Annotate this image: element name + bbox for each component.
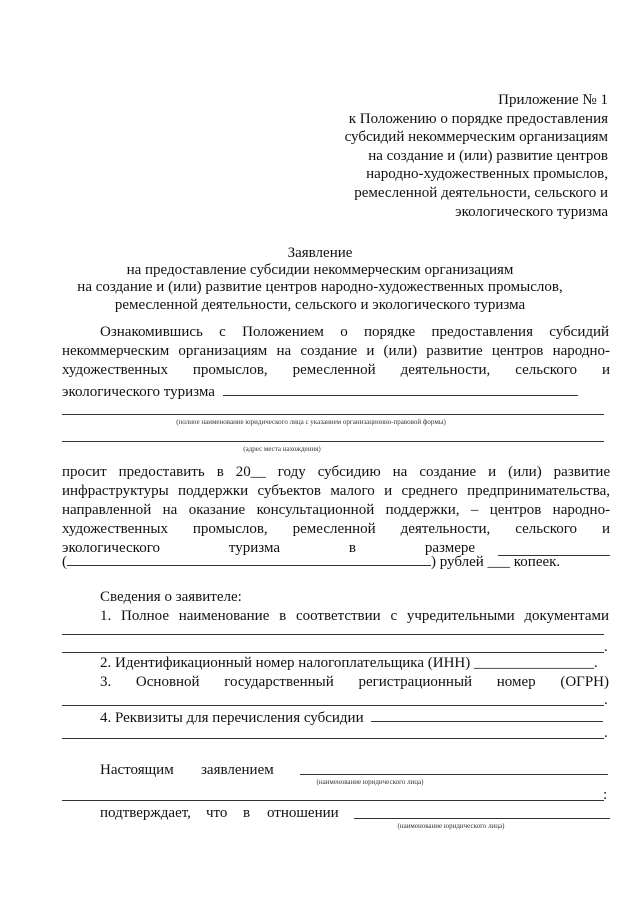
word: учредительными bbox=[406, 608, 515, 624]
document-title bbox=[32, 245, 608, 314]
amount-words-field[interactable] bbox=[67, 551, 431, 566]
word: художественных bbox=[62, 362, 168, 378]
request-line-4 bbox=[62, 521, 610, 538]
word: и bbox=[602, 521, 611, 537]
address-line[interactable] bbox=[62, 441, 604, 442]
statement-word: подтверждает, bbox=[100, 805, 191, 821]
applicant-item-4 bbox=[100, 707, 603, 727]
intro-line-2 bbox=[62, 343, 610, 360]
word: оказание bbox=[188, 502, 246, 518]
word: на bbox=[392, 464, 408, 480]
amount-open-paren: ( bbox=[62, 554, 67, 570]
word: организациям bbox=[178, 343, 268, 359]
word: на bbox=[162, 502, 178, 518]
word: номер bbox=[496, 674, 536, 690]
appendix-line: на создание и (или) развитие центров bbox=[368, 147, 608, 164]
legal-entity-caption-1: (наименование юридического лица) bbox=[316, 778, 424, 786]
applicant-heading: Сведения о заявителе: bbox=[100, 589, 242, 605]
word: сельского bbox=[515, 362, 578, 378]
word: году bbox=[277, 464, 306, 480]
legal-entity-caption-2: (наименование юридического лица) bbox=[397, 822, 505, 830]
word: и bbox=[488, 464, 497, 480]
legal-entity-line-1[interactable] bbox=[300, 774, 608, 775]
word: порядке bbox=[364, 324, 416, 340]
title-line: на создание и (или) развитие центров народно-художественных промыслов, bbox=[77, 279, 563, 296]
word: экологического bbox=[62, 540, 160, 556]
word: ремесленной bbox=[292, 362, 376, 378]
word: предоставления bbox=[431, 324, 533, 340]
word: регистрационный bbox=[358, 674, 473, 690]
word: консультационной bbox=[256, 502, 375, 518]
word: и bbox=[366, 343, 375, 359]
word: среднего bbox=[401, 483, 458, 499]
word: ремесленной bbox=[292, 521, 376, 537]
word: 3. Основной bbox=[100, 674, 200, 690]
word: наименование bbox=[178, 608, 270, 624]
intro-line-1 bbox=[100, 324, 609, 341]
word: создание bbox=[419, 464, 477, 480]
org-name-field[interactable] bbox=[223, 381, 578, 396]
word: создание bbox=[300, 343, 358, 359]
statement-word: Настоящим bbox=[100, 762, 174, 778]
word: с bbox=[390, 608, 398, 624]
word: деятельности, bbox=[400, 362, 491, 378]
word: просит bbox=[62, 464, 107, 480]
word: сельского bbox=[515, 521, 578, 537]
word: направленной bbox=[62, 502, 152, 518]
word: малого bbox=[330, 483, 375, 499]
word: размере bbox=[424, 540, 476, 556]
title-heading: Заявление bbox=[287, 245, 353, 261]
inn-field[interactable]: 2. Идентификационный номер налогоплательщика (ИНН) ________________. bbox=[100, 655, 598, 671]
word: Ознакомившись bbox=[100, 324, 203, 340]
word: инфраструктуры bbox=[62, 483, 169, 499]
word: развитие bbox=[553, 464, 611, 480]
title-line: ремесленной деятельности, сельского и экологического туризма bbox=[114, 296, 526, 313]
appendix-number: Приложение № 1 bbox=[498, 92, 608, 108]
word: промыслов, bbox=[192, 521, 268, 537]
colon-mark: : bbox=[603, 787, 608, 803]
bank-details-field[interactable] bbox=[371, 707, 603, 722]
applicant-item-3 bbox=[100, 674, 609, 691]
word: некоммерческим bbox=[62, 343, 170, 359]
word: о bbox=[340, 324, 348, 340]
appendix-header bbox=[345, 91, 608, 221]
word: поддержки, bbox=[385, 502, 460, 518]
word: субъектов bbox=[257, 483, 322, 499]
word: государственный bbox=[224, 674, 334, 690]
word: на bbox=[276, 343, 292, 359]
statement-word: что bbox=[206, 805, 228, 821]
word: с bbox=[219, 324, 226, 340]
word: народно- bbox=[552, 343, 610, 359]
statement-word: заявлением bbox=[201, 762, 274, 778]
title-line: на предоставление субсидии некоммерческим организациям bbox=[126, 262, 514, 279]
word: в bbox=[279, 608, 287, 624]
word: поддержки bbox=[178, 483, 249, 499]
request-line-3 bbox=[62, 502, 610, 519]
statement-word: отношении bbox=[267, 805, 339, 821]
word: туризма bbox=[228, 540, 280, 556]
word: и bbox=[602, 362, 611, 378]
word: субсидию bbox=[317, 464, 381, 480]
word: 20__ bbox=[235, 464, 266, 480]
word: субсидий bbox=[549, 324, 610, 340]
ogrn-line[interactable] bbox=[62, 705, 604, 706]
request-line-6 bbox=[62, 551, 560, 571]
word: (ОГРН) bbox=[560, 674, 610, 690]
period-mark: . bbox=[604, 692, 608, 708]
word: соответствии bbox=[295, 608, 381, 624]
bank-details-label: 4. Реквизиты для перечисления субсидии bbox=[100, 710, 364, 726]
word: (или) bbox=[508, 464, 542, 480]
word: художественных bbox=[62, 521, 168, 537]
word: – bbox=[470, 502, 479, 518]
word: предоставить bbox=[118, 464, 205, 480]
word: предпринимательства, bbox=[467, 483, 611, 499]
intro-line-4-text: экологического туризма bbox=[62, 384, 215, 400]
intro-line-4 bbox=[62, 381, 578, 401]
word: деятельности, bbox=[400, 521, 491, 537]
appendix-line: народно-художественных промыслов, bbox=[366, 166, 608, 183]
period-mark: . bbox=[604, 639, 608, 655]
address-caption: (адрес места нахождения) bbox=[243, 445, 321, 453]
appendix-line: экологического туризма bbox=[455, 203, 608, 220]
org-name-line[interactable] bbox=[62, 414, 604, 415]
bank-details-line[interactable] bbox=[62, 738, 604, 739]
statement-word: в bbox=[243, 805, 251, 821]
word: и bbox=[384, 483, 393, 499]
legal-entity-line-3[interactable] bbox=[354, 818, 610, 819]
word: в bbox=[216, 464, 224, 480]
request-line-1 bbox=[62, 464, 610, 481]
period-mark: . bbox=[604, 725, 608, 741]
amount-suffix: ) рублей ___ копеек. bbox=[431, 554, 561, 570]
word: в bbox=[348, 540, 356, 556]
appendix-line: субсидий некоммерческим организациям bbox=[344, 129, 608, 146]
applicant-item-1 bbox=[100, 608, 609, 625]
word: Положением bbox=[242, 324, 324, 340]
full-name-line-2[interactable] bbox=[62, 652, 604, 653]
request-line-2 bbox=[62, 483, 610, 500]
word: документами bbox=[524, 608, 610, 624]
word: центров bbox=[489, 502, 542, 518]
appendix-line: к Положению о порядке предоставления bbox=[348, 110, 608, 127]
org-name-caption: (полное наименование юридического лица с указанием организационно-правовой формы) bbox=[176, 418, 446, 426]
legal-entity-line-2[interactable] bbox=[62, 800, 604, 801]
word: (или) bbox=[383, 343, 418, 359]
word: промыслов, bbox=[192, 362, 268, 378]
appendix-line: ремесленной деятельности, сельского и bbox=[354, 184, 608, 201]
word: 1. Полное bbox=[100, 608, 169, 624]
intro-line-3 bbox=[62, 362, 610, 379]
full-name-line-1[interactable] bbox=[62, 634, 604, 635]
word: народно- bbox=[552, 502, 611, 518]
word: центров bbox=[491, 343, 544, 359]
word: развитие bbox=[426, 343, 483, 359]
